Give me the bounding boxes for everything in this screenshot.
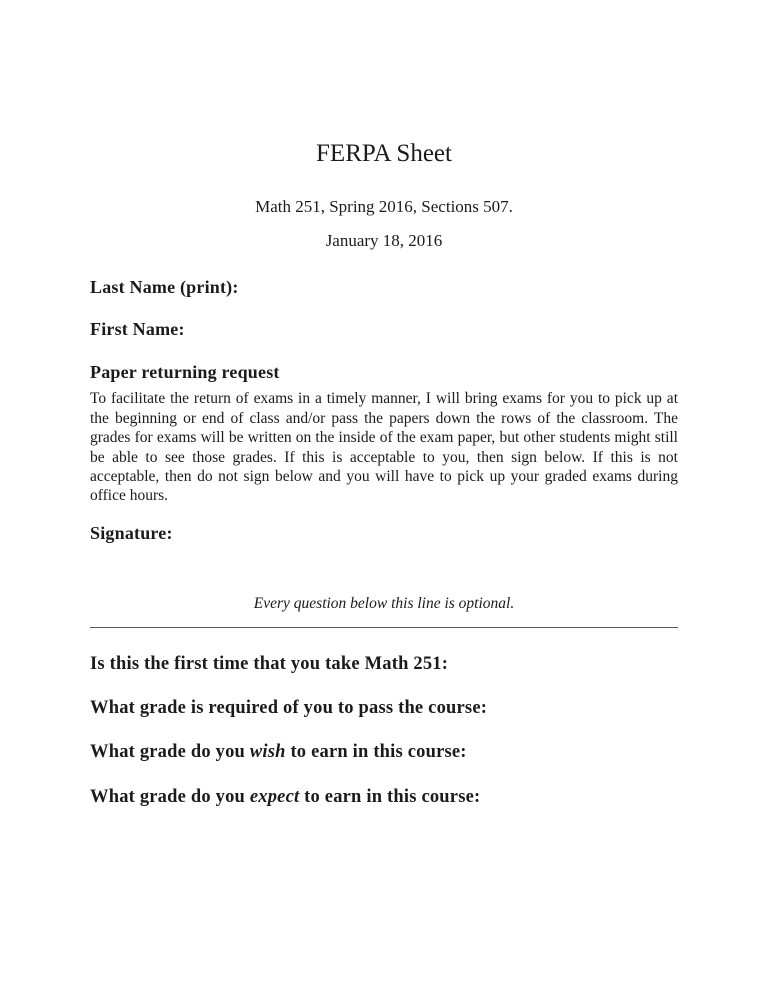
- question-emphasis: wish: [249, 742, 286, 763]
- document-date: January 18, 2016: [325, 231, 443, 251]
- question-text: What grade is required of you to pass the course:: [90, 698, 488, 719]
- divider-line: [90, 627, 678, 628]
- last-name-label: Last Name (print):: [90, 276, 239, 297]
- paper-returning-body: To facilitate the return of exams in a timely manner, I will bring exams for you to pick up at the beginning or end of class and/or pass the papers down the rows of the classroom. The grades for exams will be written on the inside of the exam paper, but other students might still be able to see those grades. If this is acceptable to you, then sign below. If this is not acceptable, then do not sign below and you will have to pick up your graded exams during office hours.: [90, 390, 678, 505]
- paper-returning-heading: Paper returning request: [90, 361, 280, 382]
- question-text-suffix: to earn in this course:: [299, 786, 481, 807]
- course-subtitle: Math 251, Spring 2016, Sections 507.: [255, 196, 513, 216]
- question-wish-grade: [90, 741, 678, 763]
- signature-label: Signature:: [90, 522, 173, 543]
- question-expect-grade: [90, 786, 678, 808]
- question-text-suffix: to earn in this course:: [285, 742, 467, 763]
- question-text: What grade do you: [90, 742, 250, 763]
- question-text: What grade do you: [90, 786, 250, 807]
- question-required-grade: [90, 697, 678, 719]
- question-first-time: [90, 653, 678, 675]
- question-text: Is this the first time that you take Math 251:: [90, 653, 449, 674]
- document-title: FERPA Sheet: [316, 140, 452, 167]
- first-name-label: First Name:: [90, 319, 185, 340]
- question-emphasis: expect: [249, 786, 300, 807]
- optional-note: Every question below this line is optional.: [253, 595, 515, 613]
